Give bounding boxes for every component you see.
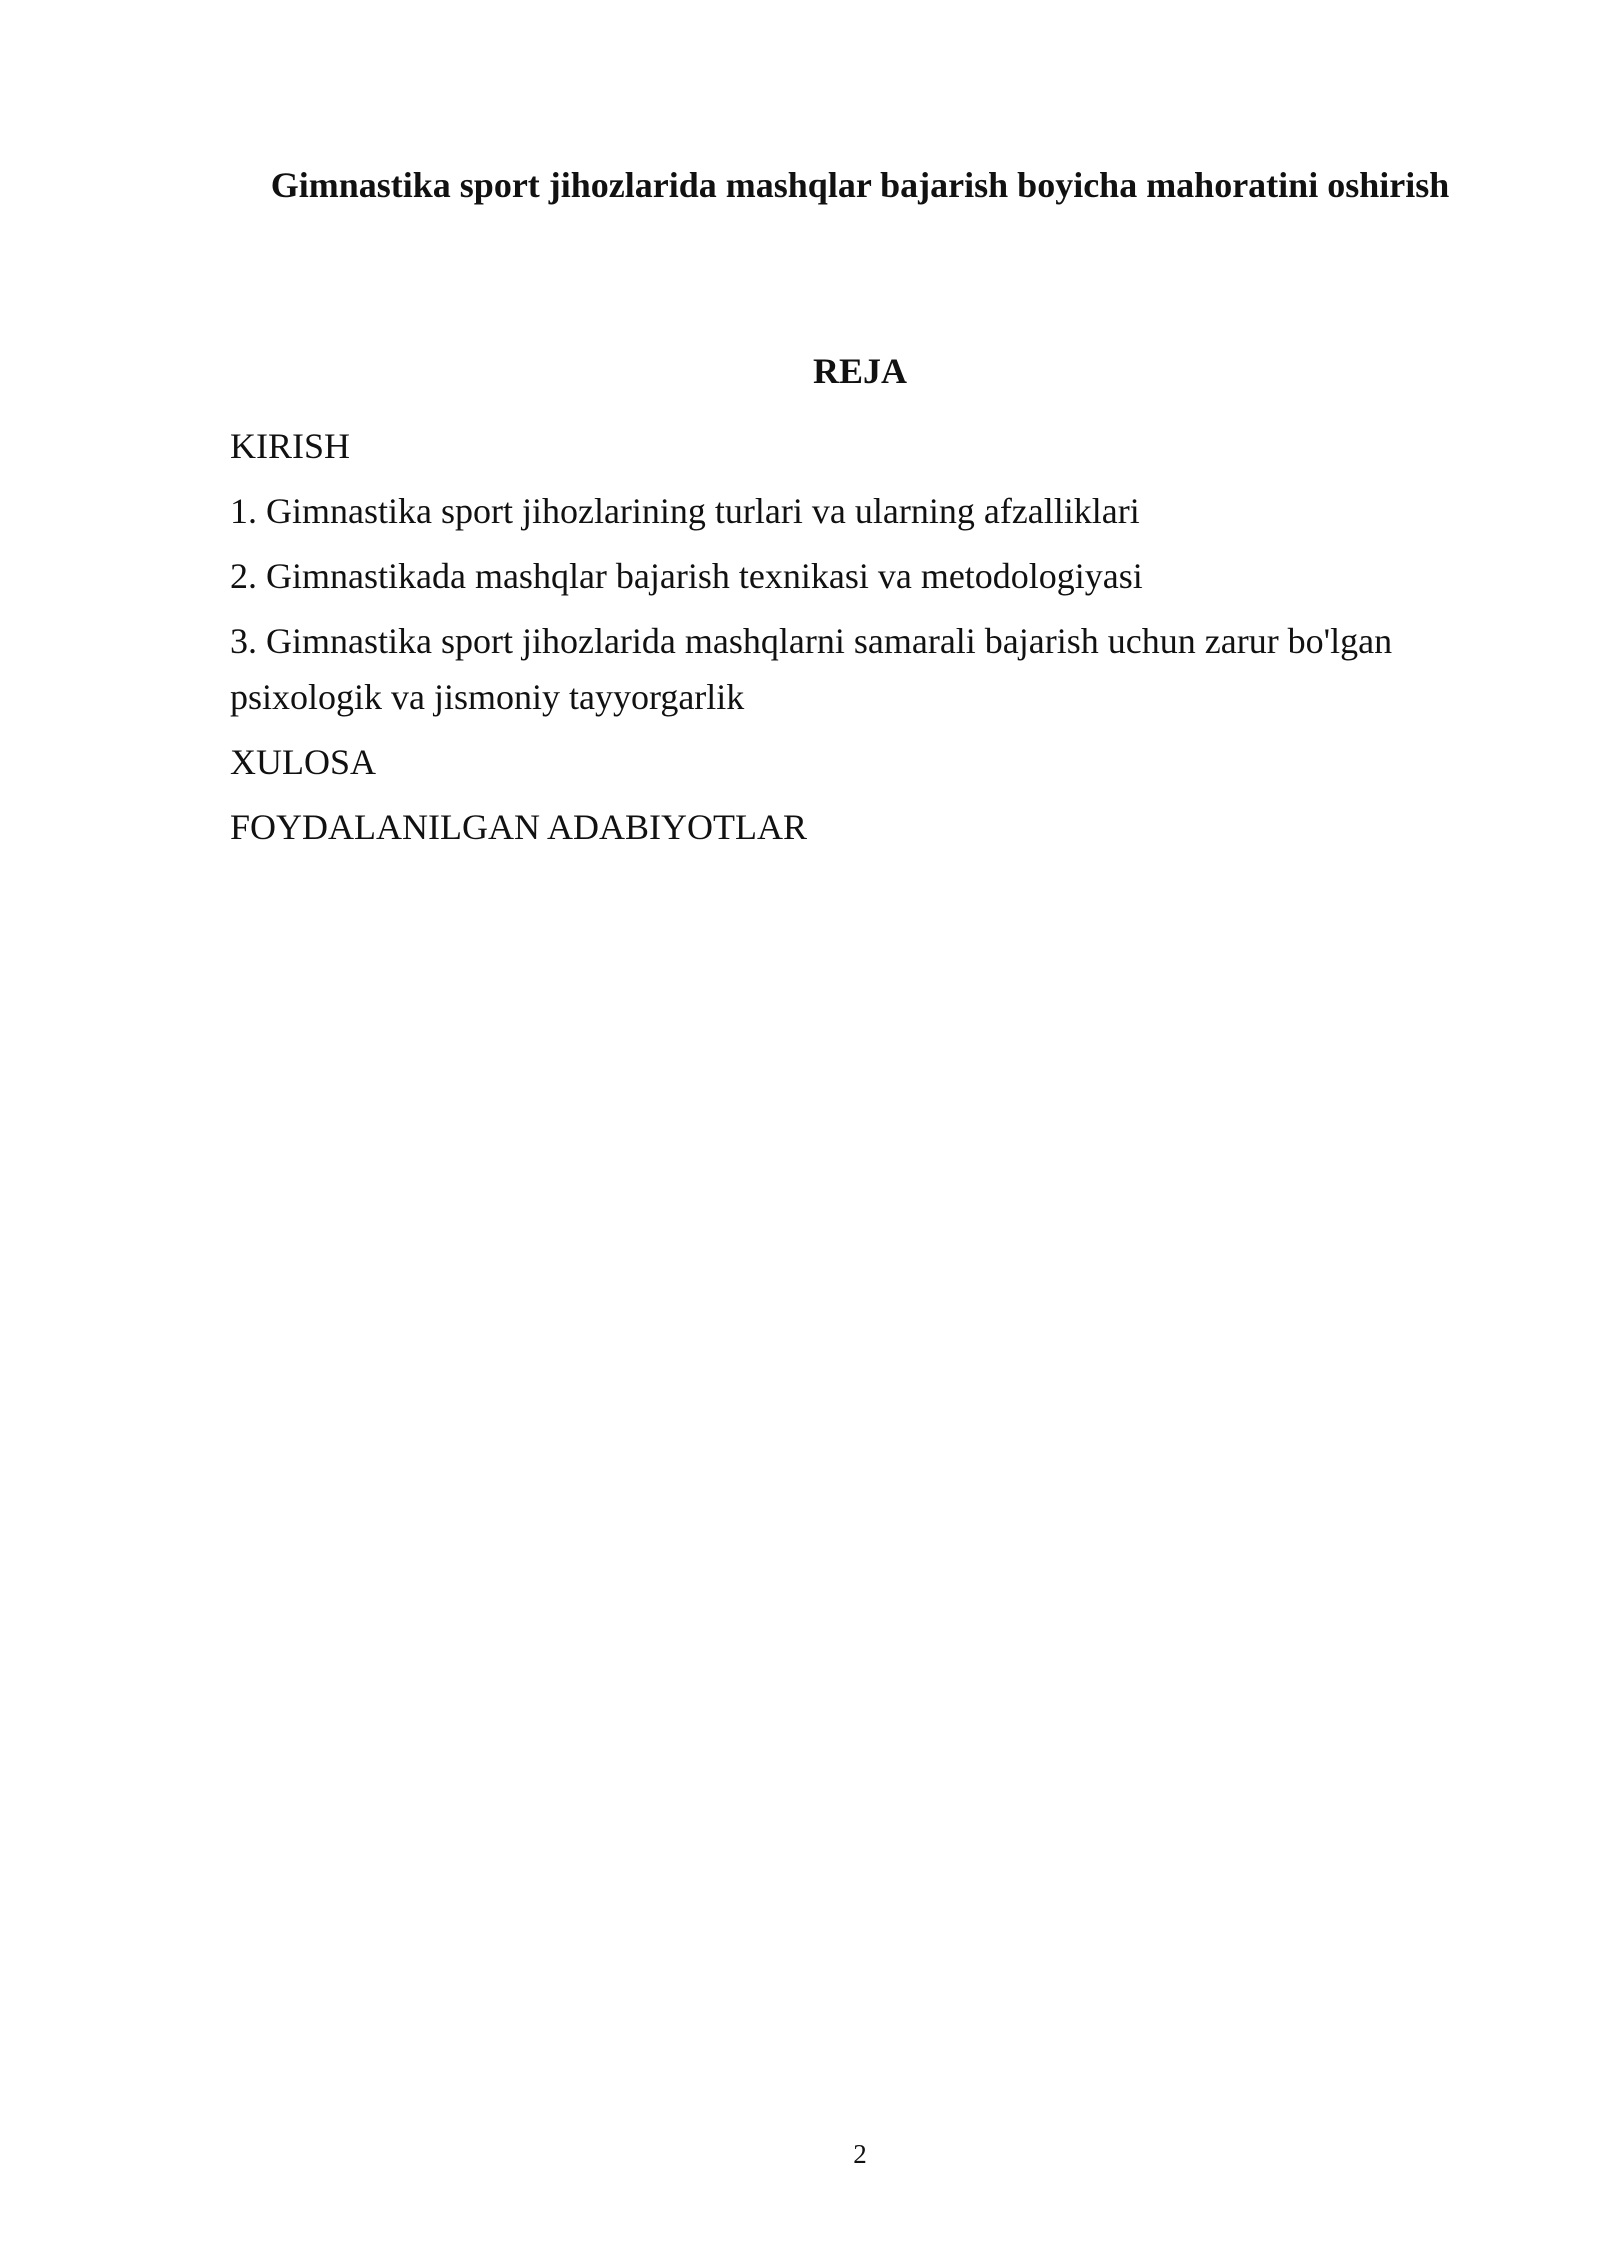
plan-heading: REJA [812, 351, 907, 391]
toc-item-references: FOYDALANILGAN ADABIYOTLAR [230, 807, 807, 847]
page-number: 2 [853, 2139, 867, 2169]
document-title: Gimnastika sport jihozlarida mashqlar bajarish boyicha mahoratini oshirish [270, 165, 1450, 205]
table-of-contents [230, 418, 1490, 864]
toc-item-2: 2. Gimnastikada mashqlar bajarish texnikasi va metodologiyasi [230, 556, 1143, 596]
toc-item-introduction: KIRISH [230, 426, 351, 466]
toc-item-3: 3. Gimnastika sport jihozlarida mashqlarni samarali bajarish uchun zarur bo'lgan psixologik va jismoniy tayyorgarlik [230, 621, 1393, 717]
toc-item-1: 1. Gimnastika sport jihozlarining turlari va ularning afzalliklari [230, 491, 1140, 531]
toc-item-conclusion: XULOSA [230, 742, 377, 782]
